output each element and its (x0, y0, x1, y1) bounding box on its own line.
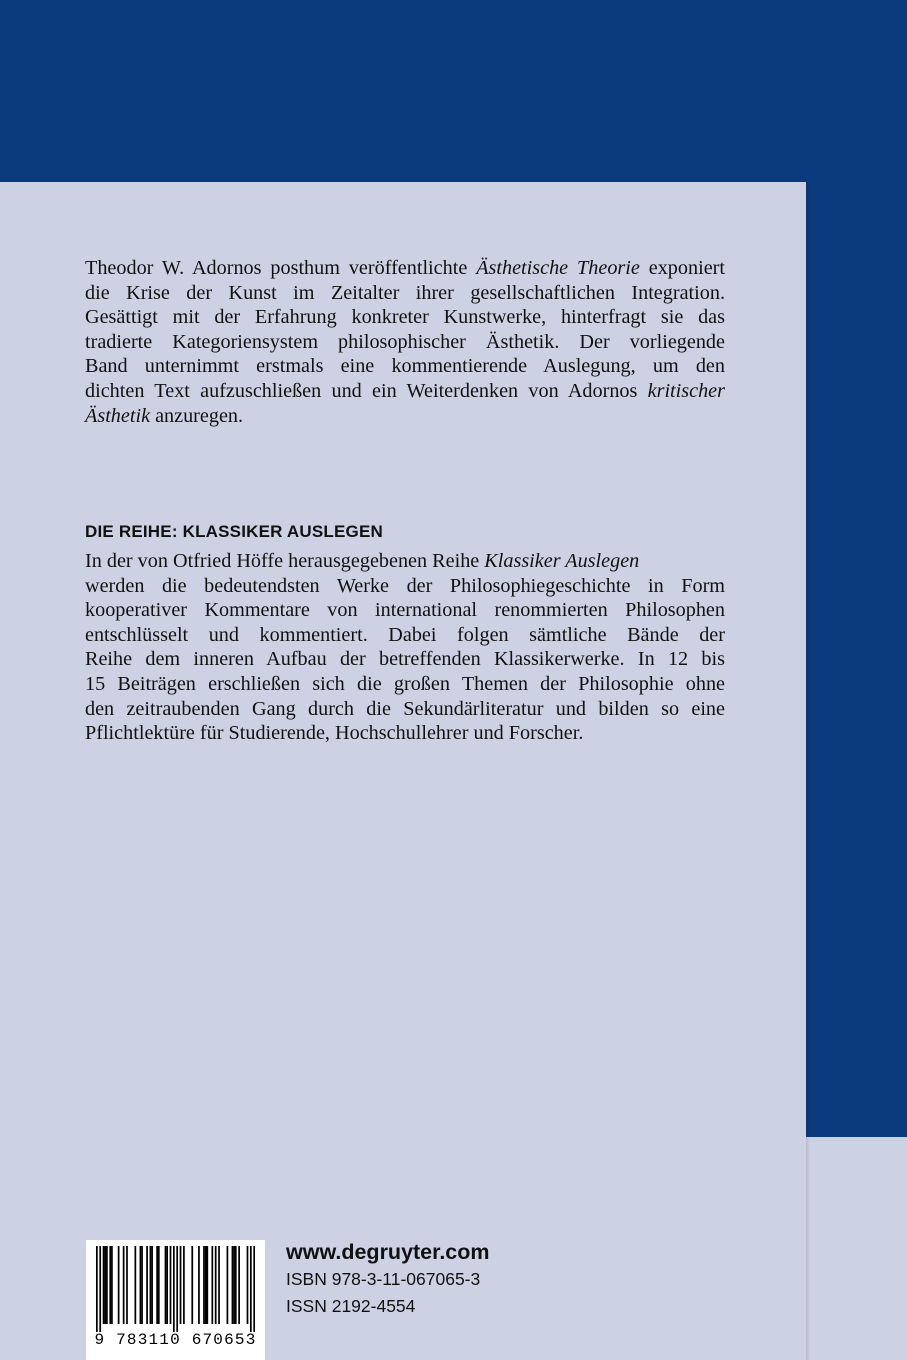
isbn-barcode (86, 1240, 265, 1360)
series-line (85, 574, 725, 599)
barcode-bar (173, 1246, 175, 1332)
barcode-bar (126, 1246, 128, 1324)
series-text: werden die bedeutendsten Werke der Philosophiegeschichte in Form (85, 574, 725, 597)
barcode-bar (253, 1246, 255, 1332)
blurb-italic-text: Ästhetik (85, 404, 151, 427)
series-text: 15 Beiträgen erschließen sich die großen Themen der Philosophie ohne (85, 672, 725, 695)
barcode-bar (170, 1246, 172, 1324)
blurb-line (85, 305, 725, 330)
barcode-bar (211, 1246, 213, 1324)
barcode-bar (99, 1246, 101, 1332)
blurb-text: tradierte Kategoriensystem philosophischer Ästhetik. Der vorliegende (85, 330, 725, 353)
top-blue-band (0, 0, 907, 182)
series-text: kooperativer Kommentare von international renommierten Philosophen (85, 599, 725, 622)
barcode-bar (106, 1246, 108, 1324)
series-line (85, 598, 725, 623)
blurb-text: exponiert (639, 257, 725, 279)
blurb-italic-text: Ästhetische Theorie (476, 257, 640, 279)
barcode-bar (103, 1246, 105, 1324)
barcode-bar (227, 1246, 229, 1324)
series-text: den zeitraubenden Gang durch die Sekundärliteratur und bilden so eine (85, 697, 725, 720)
barcode-bar (150, 1246, 152, 1324)
series-line (85, 721, 725, 746)
series-text: In der von Otfried Höffe herausgegebenen Reihe (85, 550, 485, 572)
series-text: Reihe dem inneren Aufbau der betreffenden Klassikerwerke. In 12 bis (85, 648, 725, 671)
barcode-bar (140, 1246, 142, 1324)
barcode-bar (151, 1246, 153, 1324)
blurb-line (85, 281, 725, 306)
blurb-line (85, 354, 725, 379)
barcode-bar (176, 1246, 178, 1332)
barcode-bar (118, 1246, 120, 1324)
barcode-bar (180, 1246, 182, 1324)
series-line (85, 647, 725, 672)
barcode-bar (203, 1246, 205, 1324)
series-text: Pflichtlektüre für Studierende, Hochschullehrer und Forscher. (85, 722, 584, 745)
book-blurb (85, 256, 725, 428)
barcode-bar (247, 1246, 249, 1324)
barcode-bar (235, 1246, 237, 1324)
blurb-text: die Krise der Kunst im Zeitalter ihrer gesellschaftlichen Integration. (85, 281, 725, 304)
series-line (85, 672, 725, 697)
publisher-info (286, 1238, 490, 1320)
barcode-bar (205, 1246, 207, 1324)
blurb-line (85, 404, 725, 429)
series-italic-text: Klassiker Auslegen (484, 550, 640, 572)
blurb-text: anzuregen. (150, 404, 244, 427)
blurb-text: Theodor W. Adornos posthum veröffentlichte (85, 257, 477, 279)
issn-number: ISSN 2192-4554 (286, 1296, 416, 1316)
blurb-text: Gesättigt mit der Erfahrung konkreter Kunstwerke, hinterfragt sie das (85, 306, 725, 329)
blurb-line (85, 256, 725, 281)
corner-panel (806, 1137, 907, 1360)
barcode-bar (134, 1246, 136, 1324)
barcode-bars (96, 1246, 255, 1332)
barcode-digits: 9 783110 670653 (94, 1331, 257, 1349)
blurb-line (85, 379, 725, 404)
panel-edge (806, 182, 810, 1360)
barcode-bar (109, 1246, 111, 1324)
barcode-bar (166, 1246, 168, 1324)
series-line (85, 697, 725, 722)
barcode-bar (104, 1246, 106, 1324)
blurb-text: dichten Text aufzuschließen und ein Weiterdenken von Adornos (85, 379, 648, 402)
series-line (85, 623, 725, 648)
blurb-line (85, 330, 725, 355)
barcode-bar (191, 1246, 193, 1324)
isbn-number: ISBN 978-3-11-067065-3 (286, 1269, 481, 1289)
series-description (85, 549, 725, 746)
blurb-italic-text: kritischer (647, 379, 725, 402)
barcode-bar (250, 1246, 252, 1332)
barcode-bar (165, 1246, 167, 1324)
barcode-bar (141, 1246, 143, 1324)
barcode-bar (146, 1246, 148, 1324)
barcode-bar (123, 1246, 125, 1324)
publisher-url[interactable]: www.degruyter.com (286, 1240, 490, 1264)
barcode-bar (238, 1246, 240, 1324)
series-heading: DIE REIHE: KLASSIKER AUSLEGEN (85, 522, 383, 541)
series-text: entschlüsselt und kommentiert. Dabei folgen sämtliche Bände der (85, 623, 725, 646)
right-blue-band (806, 182, 907, 1137)
barcode-bar (158, 1246, 160, 1324)
barcode-bar (96, 1246, 98, 1332)
series-line (85, 549, 725, 574)
barcode-bar (198, 1246, 200, 1324)
barcode-bar (111, 1246, 113, 1324)
barcode-bar (218, 1246, 220, 1324)
barcode-bar (233, 1246, 235, 1324)
barcode-bar (232, 1246, 234, 1324)
barcode-bar (183, 1246, 185, 1324)
blurb-text: Band unternimmt erstmals eine kommentierende Auslegung, um den (85, 355, 725, 378)
barcode-bar (215, 1246, 217, 1324)
barcode-bar (206, 1246, 208, 1324)
barcode-bar (156, 1246, 158, 1324)
